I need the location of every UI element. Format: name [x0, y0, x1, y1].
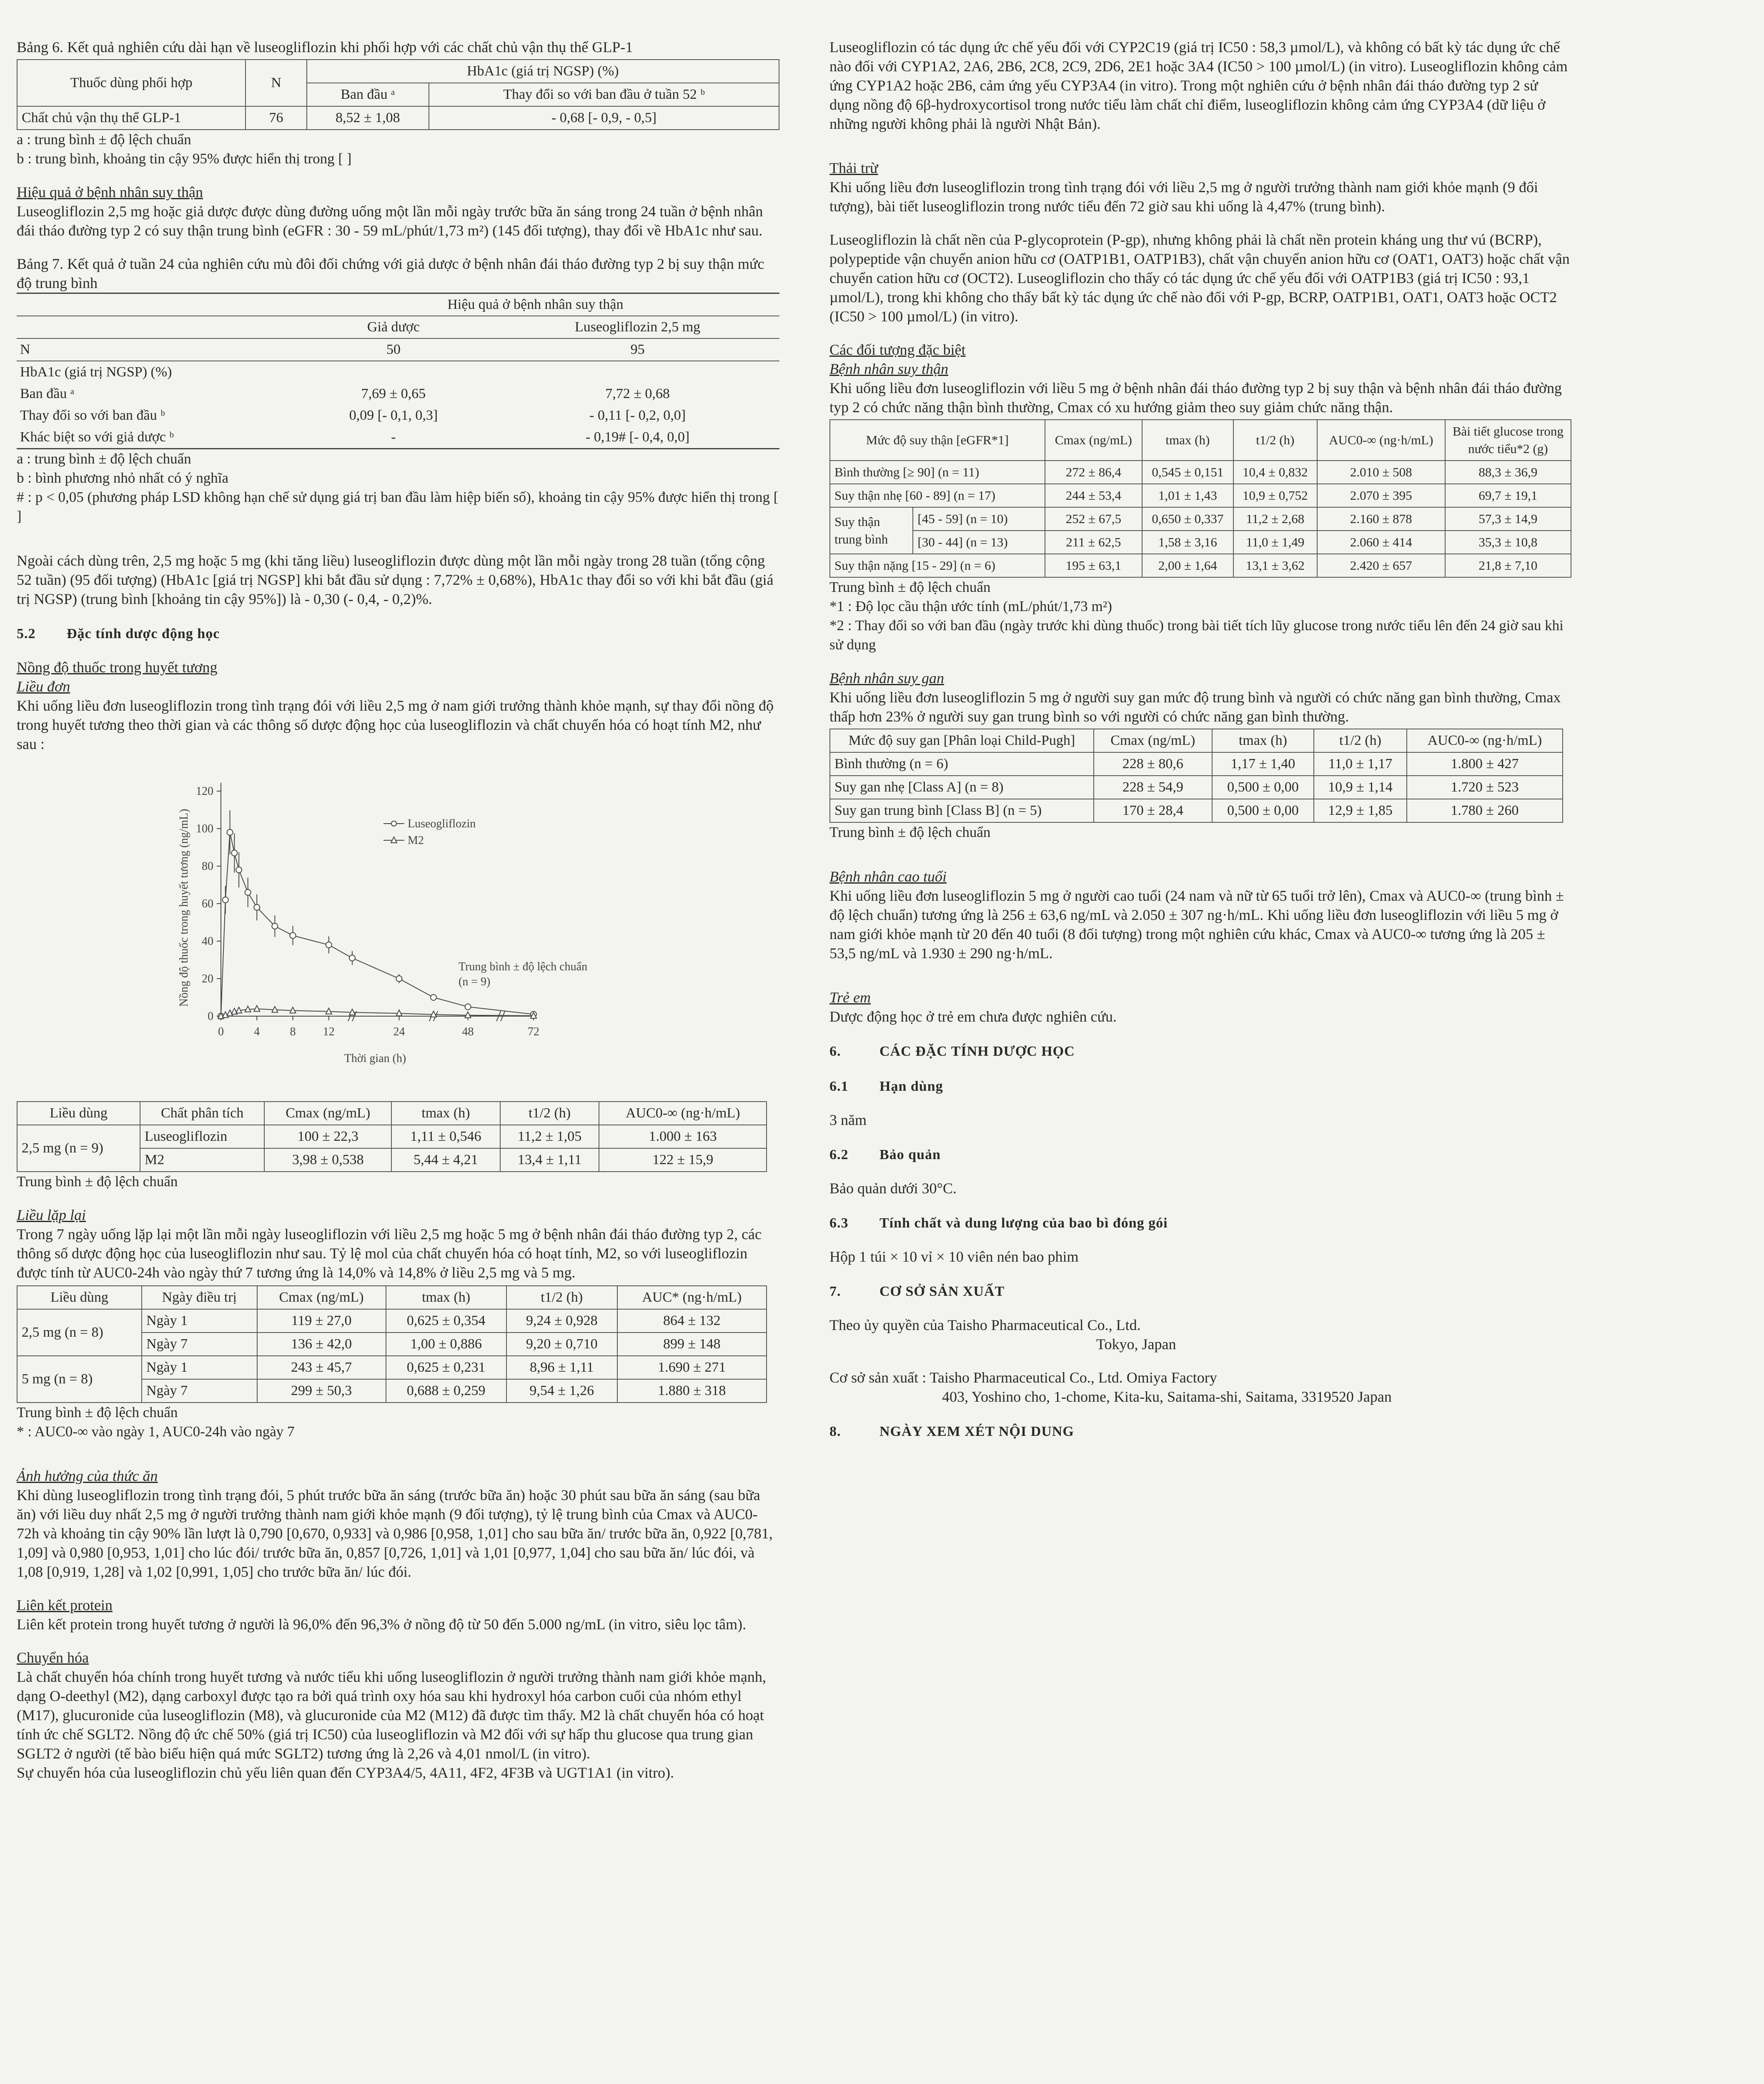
- section-number: 6.: [829, 1044, 841, 1059]
- table6: [17, 59, 779, 130]
- table-cell: 10,9 ± 1,14: [1314, 776, 1407, 799]
- table-cell: 2,5 mg (n = 9): [17, 1125, 140, 1172]
- table-cell: 88,3 ± 36,9: [1445, 461, 1571, 484]
- table-cell: Thay đổi so với ban đầu ᵇ: [20, 408, 165, 423]
- table-cell: Ngày 1: [142, 1356, 257, 1379]
- table-cell: Bình thường (n = 6): [830, 752, 1094, 776]
- table-cell: 0,500 ± 0,00: [1212, 799, 1314, 822]
- table-cell: 1.780 ± 260: [1407, 799, 1563, 822]
- table-header: Luseogliflozin 2,5 mg: [496, 316, 779, 338]
- x-tick-label: 0: [218, 1025, 224, 1038]
- table-cell: 1,11 ± 0,546: [391, 1125, 500, 1148]
- table-cell: 272 ± 86,4: [1045, 461, 1142, 484]
- table-header: AUC* (ng·h/mL): [617, 1286, 767, 1309]
- table-cell: 5,44 ± 4,21: [391, 1148, 500, 1172]
- table-header: Chất phân tích: [140, 1102, 264, 1125]
- data-point: [227, 829, 233, 835]
- section-title: [829, 1422, 1571, 1441]
- chart-axes: [196, 783, 539, 1038]
- left-column: [17, 38, 779, 1782]
- table-note: Trung bình ± độ lệch chuẩn: [17, 1173, 178, 1190]
- subsection-heading: Bệnh nhân cao tuổi: [829, 868, 947, 885]
- table-note: * : AUC0-∞ vào ngày 1, AUC0-24h vào ngày 7: [17, 1423, 295, 1440]
- table-row: [830, 531, 1571, 554]
- table-cell-text: Suy thận: [834, 514, 880, 529]
- chart-legend: [383, 817, 476, 847]
- section-heading: Thải trừ: [829, 160, 878, 176]
- table-header: Liều dùng: [17, 1286, 142, 1309]
- paragraph: Khi uống liều đơn luseogliflozin 5 mg ở người suy gan mức độ trung bình và người có chức năng gan bình thường, Cmax thấp hơn 23% ở người suy gan trung bình so với người có chức năng gan bình thường.: [829, 689, 1561, 725]
- table-header: AUC0-∞ (ng·h/mL): [1407, 729, 1563, 752]
- section-number: 7.: [829, 1284, 841, 1299]
- paragraph: Khi uống liều đơn luseogliflozin trong tình trạng đói với liều 2,5 mg ở nam giới trưởng thành khỏe mạnh, sự thay đổi nồng độ trong huyết tương theo thời gian và các thông số dược động học của luseogliflozin và chất chuyển hóa có hoạt tính M2, như sau :: [17, 697, 774, 752]
- table-cell: 899 ± 148: [617, 1333, 767, 1356]
- table-cell: Luseogliflozin: [140, 1125, 264, 1148]
- table-header: tmax (h): [1142, 420, 1233, 461]
- series-line-m2: [221, 1009, 534, 1016]
- table-cell: 100 ± 22,3: [264, 1125, 391, 1148]
- table-note: # : p < 0,05 (phương pháp LSD không hạn chế sử dụng giá trị ban đầu làm hiệp biến số), khoảng tin cậy 95% được hiển thị trong [ ]: [17, 489, 779, 524]
- table-cell: 195 ± 63,1: [1045, 554, 1142, 577]
- table-header: tmax (h): [1212, 729, 1314, 752]
- table-header: Bài tiết glucose trong nước tiểu*2 (g): [1445, 420, 1571, 461]
- x-tick-label: 72: [528, 1025, 539, 1038]
- table-cell: 2.160 ± 878: [1317, 507, 1445, 531]
- table-header: Ngày điều trị: [142, 1286, 257, 1309]
- data-point: [396, 976, 402, 982]
- table-cell-text: trung bình: [834, 532, 888, 546]
- section-label: CƠ SỞ SẢN XUẤT: [879, 1284, 1005, 1299]
- y-tick-label: 0: [208, 1010, 213, 1023]
- paragraph: Khi uống liều đơn luseogliflozin trong tình trạng đói với liều 2,5 mg ở người trưởng thành nam giới khỏe mạnh (9 đối tượng), bài tiết luseogliflozin trong nước tiểu đến 72 giờ sau khi uống là 4,47% (trung bình).: [829, 179, 1538, 215]
- table-cell: 1.690 ± 271: [617, 1356, 767, 1379]
- table-cell: 2.010 ± 508: [1317, 461, 1445, 484]
- table-cell: 0,09 [- 0,1, 0,3]: [349, 408, 438, 423]
- table-note: Trung bình ± độ lệch chuẩn: [17, 1404, 178, 1420]
- table-cell: 2,5 mg (n = 8): [17, 1309, 142, 1356]
- table-row: [830, 507, 1571, 531]
- table-header: Mức độ suy thận [eGFR*1]: [830, 420, 1045, 461]
- y-axis-label: Nồng độ thuốc trong huyết tương (ng/mL): [178, 809, 190, 1007]
- table-cell: 2.060 ± 414: [1317, 531, 1445, 554]
- table-cell: 244 ± 53,4: [1045, 484, 1142, 507]
- table-cell: 252 ± 67,5: [1045, 507, 1142, 531]
- y-tick-label: 100: [196, 822, 213, 835]
- table-header: Thay đổi so với ban đầu ở tuần 52 ᵇ: [429, 83, 779, 106]
- table-note: b : trung bình, khoảng tin cậy 95% được hiển thị trong [ ]: [17, 150, 352, 167]
- table-cell: Suy thận nhẹ [60 - 89] (n = 17): [830, 484, 1045, 507]
- table-cell: 2.070 ± 395: [1317, 484, 1445, 507]
- table-row: [17, 1309, 767, 1333]
- table-cell: 2,00 ± 1,64: [1142, 554, 1233, 577]
- y-tick-label: 120: [196, 785, 213, 798]
- table-cell: 211 ± 62,5: [1045, 531, 1142, 554]
- table-cell: N: [17, 338, 291, 361]
- paragraph: Khi dùng luseogliflozin trong tình trạng đói, 5 phút trước bữa ăn sáng (trước bữa ăn) hoặc 30 phút sau bữa ăn sáng (sau bữa ăn) với liều duy nhất 2,5 mg ở người trưởng thành nam giới khỏe mạnh (9 đối tượng), tỷ lệ trung bình của Cmax và AUC0-72h và khoảng tin cậy 90% lần lượt là 0,790 [0,670, 0,933] và 0,986 [0,958, 1,01] cho sau bữa ăn/ trước bữa ăn, 0,922 [0,781, 1,09] và 0,980 [0,953, 1,01] cho lúc đói/ trước bữa ăn, 0,857 [0,726, 1,01] và 1,01 [0,977, 1,04] cho sau bữa ăn/ lúc đói, và 1,08 [0,919, 1,28] và 1,02 [0,991, 1,05] cho trước bữa ăn/ lúc đói.: [17, 1487, 773, 1580]
- data-point: [272, 923, 278, 929]
- table-cell: 76: [246, 106, 306, 130]
- data-point: [254, 904, 260, 910]
- table-header: t1/2 (h): [1233, 420, 1317, 461]
- table-header: Thuốc dùng phối hợp: [17, 60, 246, 106]
- table-header: tmax (h): [386, 1286, 506, 1309]
- table-cell: 13,1 ± 3,62: [1233, 554, 1317, 577]
- table-cell: 9,20 ± 0,710: [506, 1333, 617, 1356]
- table-cell: 864 ± 132: [617, 1309, 767, 1333]
- table-cell: - 0,68 [- 0,9, - 0,5]: [429, 106, 779, 130]
- table-cell: 243 ± 45,7: [257, 1356, 386, 1379]
- paragraph: Dược động học ở trẻ em chưa được nghiên cứu.: [829, 1008, 1117, 1025]
- table-cell: 0,688 ± 0,259: [386, 1379, 506, 1403]
- table-cell: 1.720 ± 523: [1407, 776, 1563, 799]
- section-label: CÁC ĐẶC TÍNH DƯỢC HỌC: [879, 1044, 1075, 1059]
- table-row: [830, 554, 1571, 577]
- table-cell: 7,69 ± 0,65: [361, 386, 426, 401]
- table-cell: 0,545 ± 0,151: [1142, 461, 1233, 484]
- x-tick-label: 8: [290, 1025, 296, 1038]
- legend-m2: M2: [408, 834, 424, 847]
- table-note: Trung bình ± độ lệch chuẩn: [829, 824, 991, 840]
- x-tick-label: 48: [462, 1025, 474, 1038]
- table-note: a : trung bình ± độ lệch chuẩn: [17, 131, 191, 148]
- right-column: [829, 38, 1571, 1441]
- section-label: NGÀY XEM XÉT NỘI DUNG: [879, 1424, 1074, 1439]
- table-header: t1/2 (h): [500, 1102, 599, 1125]
- table-header: Cmax (ng/mL): [1094, 729, 1212, 752]
- paragraph: Là chất chuyển hóa chính trong huyết tương và nước tiểu khi uống luseogliflozin ở người trưởng thành nam giới khỏe mạnh, dạng O-deethyl (M2), dạng carboxyl được tạo ra bởi quá trình oxy hóa sau khi hydroxyl hóa carbon cuối của nhóm ethyl (M17), glucuronide của luseogliflozin (M8), và glucuronide của M2 (M12) đã được tìm thấy. M2 là chất chuyển hóa có hoạt tính ức chế SGLT2. Nồng độ ức chế 50% (giá trị IC50) của luseogliflozin và M2 đối với sự hấp thu glucose qua trung gian SGLT2 ở người (tế bào biểu hiện quá mức SGLT2) tương ứng là 2,26 và 4,01 nmol/L (in vitro).: [17, 1668, 766, 1762]
- data-point: [254, 1005, 260, 1011]
- table-cell: 0,650 ± 0,337: [1142, 507, 1233, 531]
- pk-single-dose-table: [17, 1101, 767, 1172]
- table-cell: 69,7 ± 19,1: [1445, 484, 1571, 507]
- table-cell: 1,17 ± 1,40: [1212, 752, 1314, 776]
- section-heading: Chuyển hóa: [17, 1649, 89, 1666]
- table-row: [17, 1125, 767, 1148]
- data-point: [465, 1004, 471, 1010]
- table-cell: 0,625 ± 0,231: [386, 1356, 506, 1379]
- table-header: t1/2 (h): [1314, 729, 1407, 752]
- section-title: [829, 1214, 1571, 1233]
- table-cell: 3,98 ± 0,538: [264, 1148, 391, 1172]
- table-cell: Ngày 1: [142, 1309, 257, 1333]
- data-point: [431, 994, 436, 1000]
- table-cell: Suy gan nhẹ [Class A] (n = 8): [830, 776, 1094, 799]
- table-row: [17, 361, 779, 383]
- y-tick-label: 80: [202, 860, 213, 873]
- table-row: [17, 426, 779, 449]
- table7-title: Bảng 7. Kết quả ở tuần 24 của nghiên cứu mù đôi đối chứng với giả dược ở bệnh nhân đái tháo đường typ 2 bị suy thận mức độ trung bình: [17, 255, 764, 291]
- table-cell: 1,01 ± 1,43: [1142, 484, 1233, 507]
- table-cell: 10,4 ± 0,832: [1233, 461, 1317, 484]
- x-tick-label: 24: [393, 1025, 405, 1038]
- table-cell: Ngày 7: [142, 1379, 257, 1403]
- table-cell: Bình thường [≥ 90] (n = 11): [830, 461, 1045, 484]
- table-cell: -: [291, 426, 496, 449]
- table-cell: Ban đầu ᵃ: [20, 386, 75, 401]
- table-cell: 1,00 ± 0,886: [386, 1333, 506, 1356]
- table-cell: 57,3 ± 14,9: [1445, 507, 1571, 531]
- table-cell: 11,2 ± 2,68: [1233, 507, 1317, 531]
- table-row: [830, 484, 1571, 507]
- series-line-luseogliflozin: [221, 832, 534, 1016]
- table-cell: HbA1c (giá trị NGSP) (%): [20, 364, 172, 380]
- table-note: *1 : Độ lọc cầu thận ước tính (mL/phút/1,73 m²): [829, 598, 1112, 614]
- section-heading: Các đối tượng đặc biệt: [829, 341, 966, 358]
- pk-repeat-dose-table: [17, 1285, 767, 1403]
- table-cell: 5 mg (n = 8): [17, 1356, 142, 1403]
- subsection-heading: Bệnh nhân suy thận: [829, 361, 948, 377]
- section-heading: Nồng độ thuốc trong huyết tương: [17, 659, 218, 676]
- paragraph: 403, Yoshino cho, 1-chome, Kita-ku, Saitama-shi, Saitama, 3319520 Japan: [942, 1388, 1392, 1405]
- data-point: [245, 889, 251, 895]
- table-cell: 9,24 ± 0,928: [506, 1309, 617, 1333]
- paragraph: Luseogliflozin có tác dụng ức chế yếu đối với CYP2C19 (giá trị IC50 : 58,3 µmol/L), và không có bất kỳ tác dụng ức chế nào đối với CYP1A2, 2A6, 2B6, 2C8, 2C9, 2D6, 2E1 hoặc 3A4 (IC50 > 100 µmol/L) (in vitro). Luseogliflozin không cảm ứng CYP1A2 hoặc 2B6, cảm ứng yếu CYP3A4 (in vitro). Trong một nghiên cứu ở bệnh nhân đái tháo đường typ 2 sử dụng nồng độ 6β-hydroxycortisol trong nước tiểu làm chất chỉ điểm, luseogliflozin không cảm ứng CYP3A4 (dữ liệu ở những người không phải là người Nhật Bản).: [829, 39, 1568, 132]
- section-number: 8.: [829, 1424, 841, 1439]
- table-cell: 13,4 ± 1,11: [500, 1148, 599, 1172]
- table-cell: M2: [140, 1148, 264, 1172]
- paragraph: Khi uống liều đơn luseogliflozin 5 mg ở người cao tuổi (24 nam và nữ từ 65 tuổi trở lên), Cmax và AUC0-∞ (trung bình ± độ lệch chuẩn) tương ứng là 256 ± 63,6 ng/mL và 2.050 ± 307 ng·h/mL. Khi uống liều đơn luseogliflozin với liều 5 mg ở nam giới khỏe mạnh từ 20 đến 40 tuổi (8 đối tượng) trong một nghiên cứu khác, Cmax và AUC0-∞ tương ứng là 205 ± 53,5 ng/mL và 1.930 ± 290 ng·h/mL.: [829, 887, 1564, 962]
- table-cell: 50: [291, 338, 496, 361]
- data-point: [223, 897, 228, 903]
- table-note: a : trung bình ± độ lệch chuẩn: [17, 451, 191, 467]
- table-row: [17, 383, 779, 405]
- table-cell: 1.880 ± 318: [617, 1379, 767, 1403]
- table-header: AUC0-∞ (ng·h/mL): [1317, 420, 1445, 461]
- table-cell: 299 ± 50,3: [257, 1379, 386, 1403]
- section-title: [829, 1077, 1571, 1096]
- table-header: t1/2 (h): [506, 1286, 617, 1309]
- table-cell: 0,500 ± 0,00: [1212, 776, 1314, 799]
- table-cell: 95: [496, 338, 779, 361]
- concentration-time-chart: [158, 770, 742, 1087]
- table-cell: 10,9 ± 0,752: [1233, 484, 1317, 507]
- table-cell: 8,52 ± 1,08: [307, 106, 429, 130]
- section-heading: Ảnh hưởng của thức ăn: [17, 1468, 158, 1484]
- paragraph: Tokyo, Japan: [1096, 1336, 1176, 1353]
- table-cell: 7,72 ± 0,68: [605, 386, 670, 401]
- table-header: N: [246, 60, 306, 106]
- section-title: [829, 1145, 1571, 1165]
- y-tick-label: 60: [202, 897, 213, 910]
- x-axis-label: Thời gian (h): [344, 1052, 406, 1065]
- table-header: Cmax (ng/mL): [257, 1286, 386, 1309]
- section-label: Bảo quản: [879, 1147, 941, 1162]
- paragraph: Hộp 1 túi × 10 vỉ × 10 viên nén bao phim: [829, 1248, 1079, 1265]
- table-cell: 11,2 ± 1,05: [500, 1125, 599, 1148]
- paragraph: Liên kết protein trong huyết tương ở người là 96,0% đến 96,3% ở nồng độ từ 50 đến 5.000 ng/mL (in vitro, siêu lọc tâm).: [17, 1616, 747, 1633]
- table-note: b : bình phương nhỏ nhất có ý nghĩa: [17, 470, 228, 486]
- table-note: Trung bình ± độ lệch chuẩn: [829, 579, 991, 595]
- paragraph: Khi uống liều đơn luseogliflozin với liều 5 mg ở bệnh nhân đái tháo đường typ 2 bị suy thận và bệnh nhân đái tháo đường typ 2 có chức năng thận bình thường, Cmax có xu hướng giảm theo suy giảm chức năng thận.: [829, 380, 1562, 416]
- paragraph: Luseogliflozin là chất nền của P-glycoprotein (P-gp), nhưng không phải là chất nền protein kháng ung thư vú (BCRP), polypeptide vận chuyển anion hữu cơ (OATP1B1, OATP1B3), chất vận chuyển anion hữu cơ (OAT1, OAT3) hoặc chất vận chuyển cation hữu cơ (OCT2). Luseogliflozin cho thấy có tác dụng ức chế yếu đối với OATP1B3 (giá trị IC50 : 93,1 µmol/L), trong khi không cho thấy bất kỳ tác dụng ức chế nào đối với P-gp, BCRP, OATP1B1, OAT1, OAT3 hoặc OCT2 (IC50 > 100 µmol/L) (in vitro).: [829, 231, 1570, 325]
- table-cell: 1.000 ± 163: [599, 1125, 767, 1148]
- y-tick-label: 40: [202, 935, 213, 948]
- table-header: Ban đầu ᵃ: [307, 83, 429, 106]
- table-cell: Suy gan trung bình [Class B] (n = 5): [830, 799, 1094, 822]
- table-cell: 11,0 ± 1,49: [1233, 531, 1317, 554]
- table-header: Hiệu quả ở bệnh nhân suy thận: [291, 293, 779, 316]
- section-label: Hạn dùng: [879, 1079, 943, 1094]
- data-point: [231, 850, 237, 856]
- table-header: Giả dược: [291, 316, 496, 338]
- section-label: Tính chất và dung lượng của bao bì đóng gói: [879, 1215, 1168, 1231]
- table-cell: Chất chủ vận thụ thể GLP-1: [17, 106, 246, 130]
- table-row: [830, 752, 1563, 776]
- hepatic-pk-table: [829, 729, 1563, 823]
- section-number: 5.2: [17, 626, 36, 641]
- section-number: 6.2: [829, 1147, 849, 1162]
- table-header: Cmax (ng/mL): [264, 1102, 391, 1125]
- section-label: Đặc tính dược động học: [67, 626, 220, 641]
- table-note: *2 : Thay đổi so với ban đầu (ngày trước khi dùng thuốc) trong bài tiết tích lũy glucose trong nước tiểu lên đến 24 giờ sau khi sử dụng: [829, 617, 1564, 653]
- table-header: tmax (h): [391, 1102, 500, 1125]
- table-cell: 8,96 ± 1,11: [506, 1356, 617, 1379]
- y-tick-label: 20: [202, 972, 213, 985]
- paragraph: Cơ sở sản xuất : Taisho Pharmaceutical Co., Ltd. Omiya Factory: [829, 1369, 1217, 1386]
- table-row: [830, 799, 1563, 822]
- paragraph: Sự chuyển hóa của luseogliflozin chủ yếu liên quan đến CYP3A4/5, 4A11, 4F2, 4F3B và UGT1A1 (in vitro).: [17, 1764, 674, 1781]
- table-header: AUC0-∞ (ng·h/mL): [599, 1102, 767, 1125]
- table-row: [17, 106, 779, 130]
- table-cell: [30 - 44] (n = 13): [913, 531, 1045, 554]
- table-cell: 9,54 ± 1,26: [506, 1379, 617, 1403]
- table-cell: 170 ± 28,4: [1094, 799, 1212, 822]
- subsection-heading: Liều đơn: [17, 678, 70, 695]
- table-cell: Suy thận nặng [15 - 29] (n = 6): [830, 554, 1045, 577]
- table-cell: 2.420 ± 657: [1317, 554, 1445, 577]
- section-title: [829, 1282, 1571, 1301]
- paragraph: 3 năm: [829, 1112, 867, 1128]
- chart-annotation: Trung bình ± độ lệch chuẩn (n = 9): [459, 960, 588, 988]
- table7: [17, 293, 779, 449]
- table-header: Liều dùng: [17, 1102, 140, 1125]
- section-title: [829, 1042, 1571, 1061]
- table-cell: Ngày 7: [142, 1333, 257, 1356]
- paragraph: Ngoài cách dùng trên, 2,5 mg hoặc 5 mg (khi tăng liều) luseogliflozin được dùng một lần mỗi ngày trong 28 tuần (tổng cộng 52 tuần) (95 đối tượng) (HbA1c [giá trị NGSP] khi bắt đầu sử dụng : 7,72% ± 0,68%), HbA1c thay đổi so với khi bắt đầu (giá trị NGSP) (trung bình [khoảng tin cậy 95%]) là - 0,30 (- 0,4, - 0,2)%.: [17, 552, 774, 607]
- subsection-heading: Bệnh nhân suy gan: [829, 670, 944, 686]
- table6-title: Bảng 6. Kết quả nghiên cứu dài hạn về luseogliflozin khi phối hợp với các chất chủ vận thụ thể GLP-1: [17, 39, 633, 55]
- subsection-heading: Trẻ em: [829, 989, 871, 1006]
- table-row: [830, 461, 1571, 484]
- renal-pk-table: [829, 419, 1571, 578]
- table-cell: 11,0 ± 1,17: [1314, 752, 1407, 776]
- table-header: HbA1c (giá trị NGSP) (%): [307, 60, 779, 83]
- paragraph: Luseogliflozin 2,5 mg hoặc giả dược được dùng đường uống một lần mỗi ngày trước bữa ăn sáng trong 24 tuần ở bệnh nhân đái tháo đường typ 2 có suy thận trung bình (eGFR : 30 - 59 mL/phút/1,73 m²) (145 đối tượng), thay đổi về HbA1c như sau.: [17, 203, 763, 239]
- table-row: [17, 1356, 767, 1379]
- table-cell: 119 ± 27,0: [257, 1309, 386, 1333]
- table-cell: Khác biệt so với giả dược ᵇ: [17, 426, 291, 449]
- x-tick-label: 12: [323, 1025, 335, 1038]
- table-cell: 1,58 ± 3,16: [1142, 531, 1233, 554]
- data-point: [349, 955, 355, 961]
- section-heading: Hiệu quả ở bệnh nhân suy thận: [17, 184, 203, 200]
- table-cell: [830, 507, 913, 554]
- table-cell: 1.800 ± 427: [1407, 752, 1563, 776]
- table-cell: - 0,19# [- 0,4, 0,0]: [496, 426, 779, 449]
- section-title: [17, 624, 779, 644]
- table-cell: [45 - 59] (n = 10): [913, 507, 1045, 531]
- subsection-heading: Liều lặp lại: [17, 1207, 86, 1223]
- data-point: [326, 942, 332, 948]
- paragraph: Theo ủy quyền của Taisho Pharmaceutical Co., Ltd.: [829, 1317, 1141, 1333]
- table-cell: 228 ± 80,6: [1094, 752, 1212, 776]
- legend-luseogliflozin: Luseogliflozin: [408, 817, 476, 830]
- table-row: [830, 776, 1563, 799]
- paragraph: Bảo quản dưới 30°C.: [829, 1180, 957, 1197]
- data-point: [236, 867, 242, 873]
- section-number: 6.1: [829, 1079, 849, 1094]
- table-row: [17, 338, 779, 361]
- table-cell: 122 ± 15,9: [599, 1148, 767, 1172]
- table-cell: - 0,11 [- 0,2, 0,0]: [589, 408, 686, 423]
- table-header: Mức độ suy gan [Phân loại Child-Pugh]: [830, 729, 1094, 752]
- table-cell: 21,8 ± 7,10: [1445, 554, 1571, 577]
- section-number: 6.3: [829, 1215, 849, 1231]
- table-row: [17, 405, 779, 426]
- x-tick-label: 4: [254, 1025, 260, 1038]
- paragraph: Trong 7 ngày uống lặp lại một lần mỗi ngày luseogliflozin với liều 2,5 mg hoặc 5 mg ở bệnh nhân đái tháo đường typ 2, các thông số dược động học của luseogliflozin như sau. Tỷ lệ mol của chất chuyển hóa có hoạt tính, M2, so với luseogliflozin được tính từ AUC0-24h vào ngày thứ 7 tương ứng là 14,0% và 14,8% ở liều 2,5 mg và 5 mg.: [17, 1226, 762, 1281]
- section-heading: Liên kết protein: [17, 1597, 113, 1613]
- data-point: [290, 933, 296, 939]
- table-cell: 12,9 ± 1,85: [1314, 799, 1407, 822]
- table-header: Cmax (ng/mL): [1045, 420, 1142, 461]
- table-cell: 136 ± 42,0: [257, 1333, 386, 1356]
- table-cell: 228 ± 54,9: [1094, 776, 1212, 799]
- table-cell: 35,3 ± 10,8: [1445, 531, 1571, 554]
- table-cell: 0,625 ± 0,354: [386, 1309, 506, 1333]
